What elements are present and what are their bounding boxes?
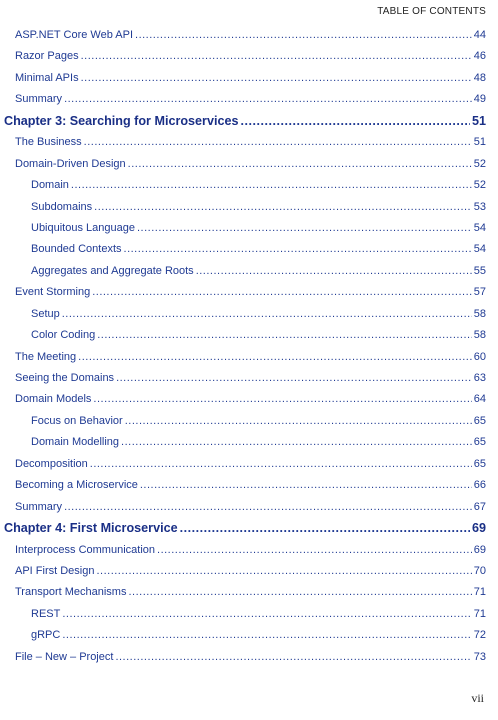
dot-leader [64,89,472,110]
toc-entry[interactable] [4,475,486,496]
toc-entry-page: 52 [473,157,486,170]
toc-entry[interactable] [4,389,486,410]
toc-entry-title: Domain Models [15,393,92,406]
dot-leader [128,582,471,603]
dot-leader [121,432,472,453]
toc-entry-title: REST [31,607,61,620]
toc-entry[interactable] [4,304,486,325]
dot-leader [140,475,472,496]
toc-entry[interactable] [4,540,486,561]
toc-entry-page: 54 [473,243,486,256]
toc-entry-page: 71 [473,586,486,599]
toc-entry-page: 44 [473,29,486,41]
toc-entry-title: Razor Pages [15,50,79,63]
toc-entry-title: Setup [31,307,60,320]
toc-entry-title: Bounded Contexts [31,243,122,256]
toc-entry-title: gRPC [31,629,61,642]
page-number: vii [471,691,484,705]
dot-leader [116,368,472,389]
toc-entry[interactable] [4,625,486,646]
toc-entry-page: 71 [473,607,486,620]
toc-entry-title: Domain-Driven Design [15,157,126,170]
toc-entry-page: 51 [471,113,486,128]
toc-entry[interactable] [4,89,486,110]
toc-entry-title: Focus on Behavior [31,414,123,427]
toc-entry-page: 58 [473,329,486,342]
toc-entry-page: 69 [473,543,486,556]
dot-leader [115,647,471,668]
toc-entry[interactable] [4,368,486,389]
dot-leader [78,347,472,368]
toc-entry[interactable] [4,497,486,518]
toc-entry-title: Aggregates and Aggregate Roots [31,264,194,277]
toc-entry-page: 49 [473,93,486,106]
toc-entry[interactable] [4,197,486,218]
dot-leader [71,175,472,196]
toc-entry-title: The Business [15,136,82,149]
toc-entry-page: 63 [473,372,486,384]
toc-entry-title: Domain [31,179,69,192]
dot-leader [62,304,472,325]
toc-entry-page: 57 [473,286,486,299]
toc-entry-page: 65 [473,414,486,427]
toc-entry[interactable] [4,325,486,346]
dot-leader [137,218,472,239]
toc-entry[interactable] [4,239,486,260]
toc-entry[interactable] [4,68,486,89]
toc-entry[interactable] [4,261,486,282]
toc-entry-page: 70 [473,564,486,577]
dot-leader [124,239,472,260]
toc-entry-page: 65 [473,457,486,470]
toc-chapter-entry[interactable] [4,518,486,539]
dot-leader [62,625,471,646]
toc-entry-title: Subdomains [31,200,93,213]
dot-leader [96,561,471,582]
toc-entry[interactable] [4,132,486,153]
dot-leader [128,154,472,175]
toc-entry[interactable] [4,432,486,453]
toc-entry-title: Transport Mechanisms [15,586,127,599]
dot-leader [62,604,471,625]
toc-entry-title: Decomposition [15,457,88,470]
toc-entry-title: ASP.NET Core Web API [15,29,134,41]
toc-entry[interactable] [4,175,486,196]
toc-entry-page: 67 [473,500,486,513]
toc-entry-title: Minimal APIs [15,71,79,84]
dot-leader [81,46,472,67]
toc-entry-title: Event Storming [15,286,91,299]
dot-leader [92,282,472,303]
dot-leader [240,111,470,132]
toc-chapter-entry[interactable] [4,111,486,132]
toc-entry-title: Interprocess Communication [15,543,156,556]
dot-leader [97,325,472,346]
table-of-contents [4,25,486,668]
toc-entry[interactable] [4,454,486,475]
dot-leader [81,68,472,89]
toc-entry-page: 66 [473,479,486,492]
toc-entry-page: 53 [473,200,486,213]
toc-entry-title: Domain Modelling [31,436,120,449]
toc-entry-title: The Meeting [15,350,77,363]
toc-entry[interactable] [4,154,486,175]
toc-entry-page: 65 [473,436,486,449]
dot-leader [93,389,471,410]
toc-entry-page: 58 [473,307,486,320]
toc-entry[interactable] [4,604,486,625]
toc-entry-page: 73 [473,650,486,663]
dot-leader [90,454,472,475]
dot-leader [84,132,472,153]
toc-entry[interactable] [4,347,486,368]
toc-entry-title: API First Design [15,564,95,577]
toc-entry-page: 69 [471,521,486,536]
dot-leader [125,411,472,432]
toc-entry-page: 52 [473,179,486,192]
toc-entry-title: File – New – Project [15,650,114,663]
toc-entry-page: 60 [473,350,486,363]
toc-entry-page: 54 [473,221,486,234]
toc-entry-title: Chapter 3: Searching for Microservices [4,113,239,128]
toc-entry-page: 72 [473,629,486,642]
toc-entry[interactable] [4,647,486,668]
dot-leader [94,197,472,218]
running-head: TABLE OF CONTENTS [377,6,486,17]
toc-entry-title: Seeing the Domains [15,372,115,384]
toc-entry[interactable] [4,25,486,46]
dot-leader [180,518,470,539]
dot-leader [196,261,472,282]
toc-entry-page: 64 [473,393,486,406]
toc-entry[interactable] [4,411,486,432]
toc-entry[interactable] [4,46,486,67]
toc-entry[interactable] [4,582,486,603]
dot-leader [157,540,472,561]
toc-entry-title: Becoming a Microservice [15,479,138,492]
toc-entry[interactable] [4,282,486,303]
dot-leader [135,25,472,46]
toc-entry-page: 48 [473,71,486,84]
toc-entry-title: Summary [15,500,63,513]
toc-entry[interactable] [4,218,486,239]
toc-entry-page: 46 [473,50,486,63]
toc-entry-page: 55 [473,264,486,277]
toc-entry-title: Color Coding [31,329,96,342]
toc-entry-title: Summary [15,93,63,106]
toc-entry-title: Chapter 4: First Microservice [4,521,178,536]
toc-entry[interactable] [4,561,486,582]
toc-entry-page: 51 [473,136,486,149]
dot-leader [64,497,472,518]
toc-entry-title: Ubiquitous Language [31,221,135,234]
